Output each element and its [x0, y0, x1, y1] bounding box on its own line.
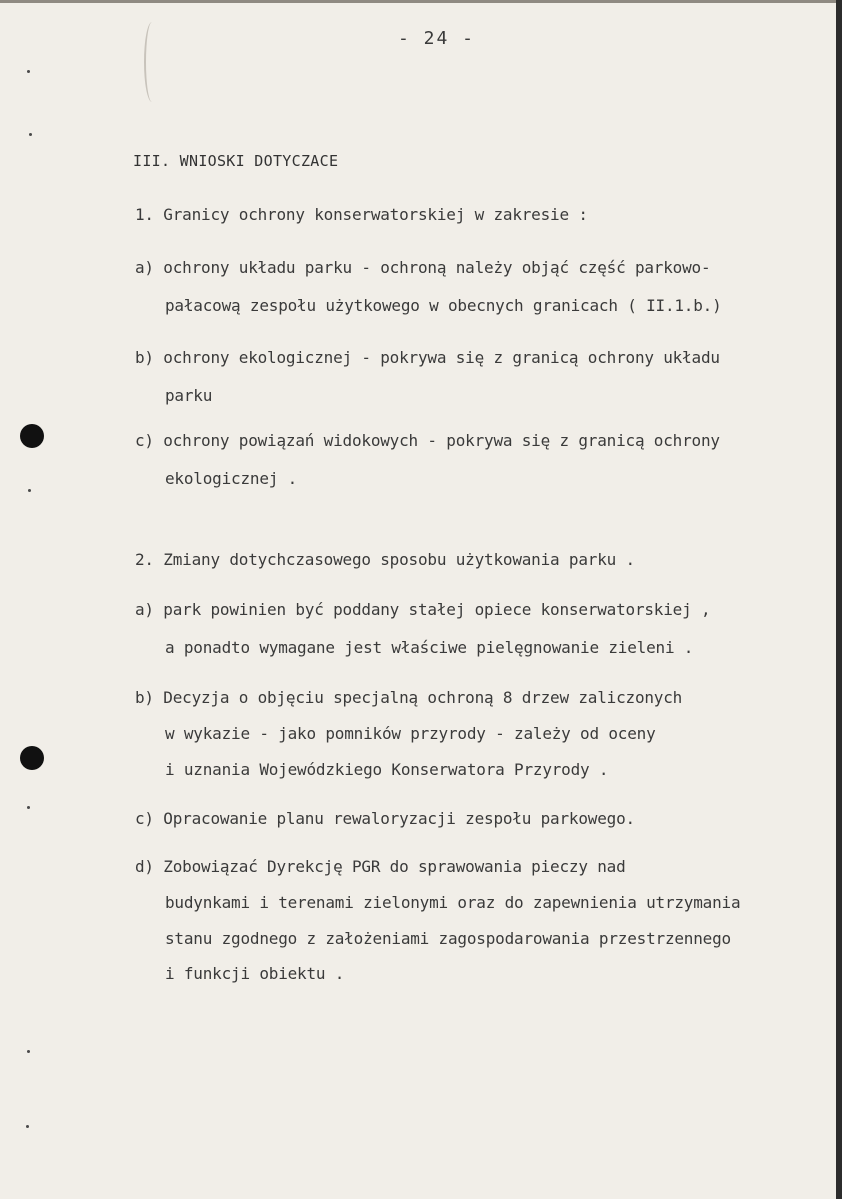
scan-top-edge: [0, 0, 842, 3]
margin-dot: [27, 1050, 30, 1053]
text-line: budynkami i terenami zielonymi oraz do zapewnienia utrzymania: [165, 893, 741, 912]
text-line: a) ochrony układu parku - ochroną należy objąć część parkowo-: [135, 258, 711, 277]
pencil-bracket-mark: [144, 22, 160, 102]
text-line: ekologicznej .: [165, 469, 298, 488]
text-line: d) Zobowiązać Dyrekcję PGR do sprawowania pieczy nad: [135, 857, 626, 876]
margin-dot: [28, 489, 31, 492]
margin-dot: [29, 133, 32, 136]
text-line: a ponadto wymagane jest właściwe pielęgnowanie zieleni .: [165, 638, 694, 657]
page-number: - 24 -: [398, 28, 476, 49]
text-line: 2. Zmiany dotychczasowego sposobu użytkowania parku .: [135, 550, 635, 569]
section-heading: III. WNIOSKI DOTYCZACE: [133, 152, 339, 170]
text-line: c) Opracowanie planu rewaloryzacji zespołu parkowego.: [135, 809, 635, 828]
text-line: pałacową zespołu użytkowego w obecnych granicach ( II.1.b.): [165, 296, 722, 315]
text-line: w wykazie - jako pomników przyrody - zależy od oceny: [165, 724, 656, 743]
scan-right-edge: [836, 0, 842, 1199]
text-line: b) ochrony ekologicznej - pokrywa się z granicą ochrony układu: [135, 348, 720, 367]
text-line: parku: [165, 386, 213, 405]
text-line: c) ochrony powiązań widokowych - pokrywa się z granicą ochrony: [135, 431, 720, 450]
text-line: 1. Granicy ochrony konserwatorskiej w zakresie :: [135, 205, 588, 224]
text-line: a) park powinien być poddany stałej opiece konserwatorskiej ,: [135, 600, 711, 619]
text-line: b) Decyzja o objęciu specjalną ochroną 8 drzew zaliczonych: [135, 688, 683, 707]
text-line: i uznania Wojewódzkiego Konserwatora Przyrody .: [165, 760, 609, 779]
punch-hole-lower: [20, 746, 44, 770]
margin-dot: [27, 806, 30, 809]
margin-dot: [26, 1125, 29, 1128]
margin-dot: [27, 70, 30, 73]
text-line: stanu zgodnego z założeniami zagospodarowania przestrzennego: [165, 929, 731, 948]
punch-hole-upper: [20, 424, 44, 448]
text-line: i funkcji obiektu .: [165, 964, 345, 983]
